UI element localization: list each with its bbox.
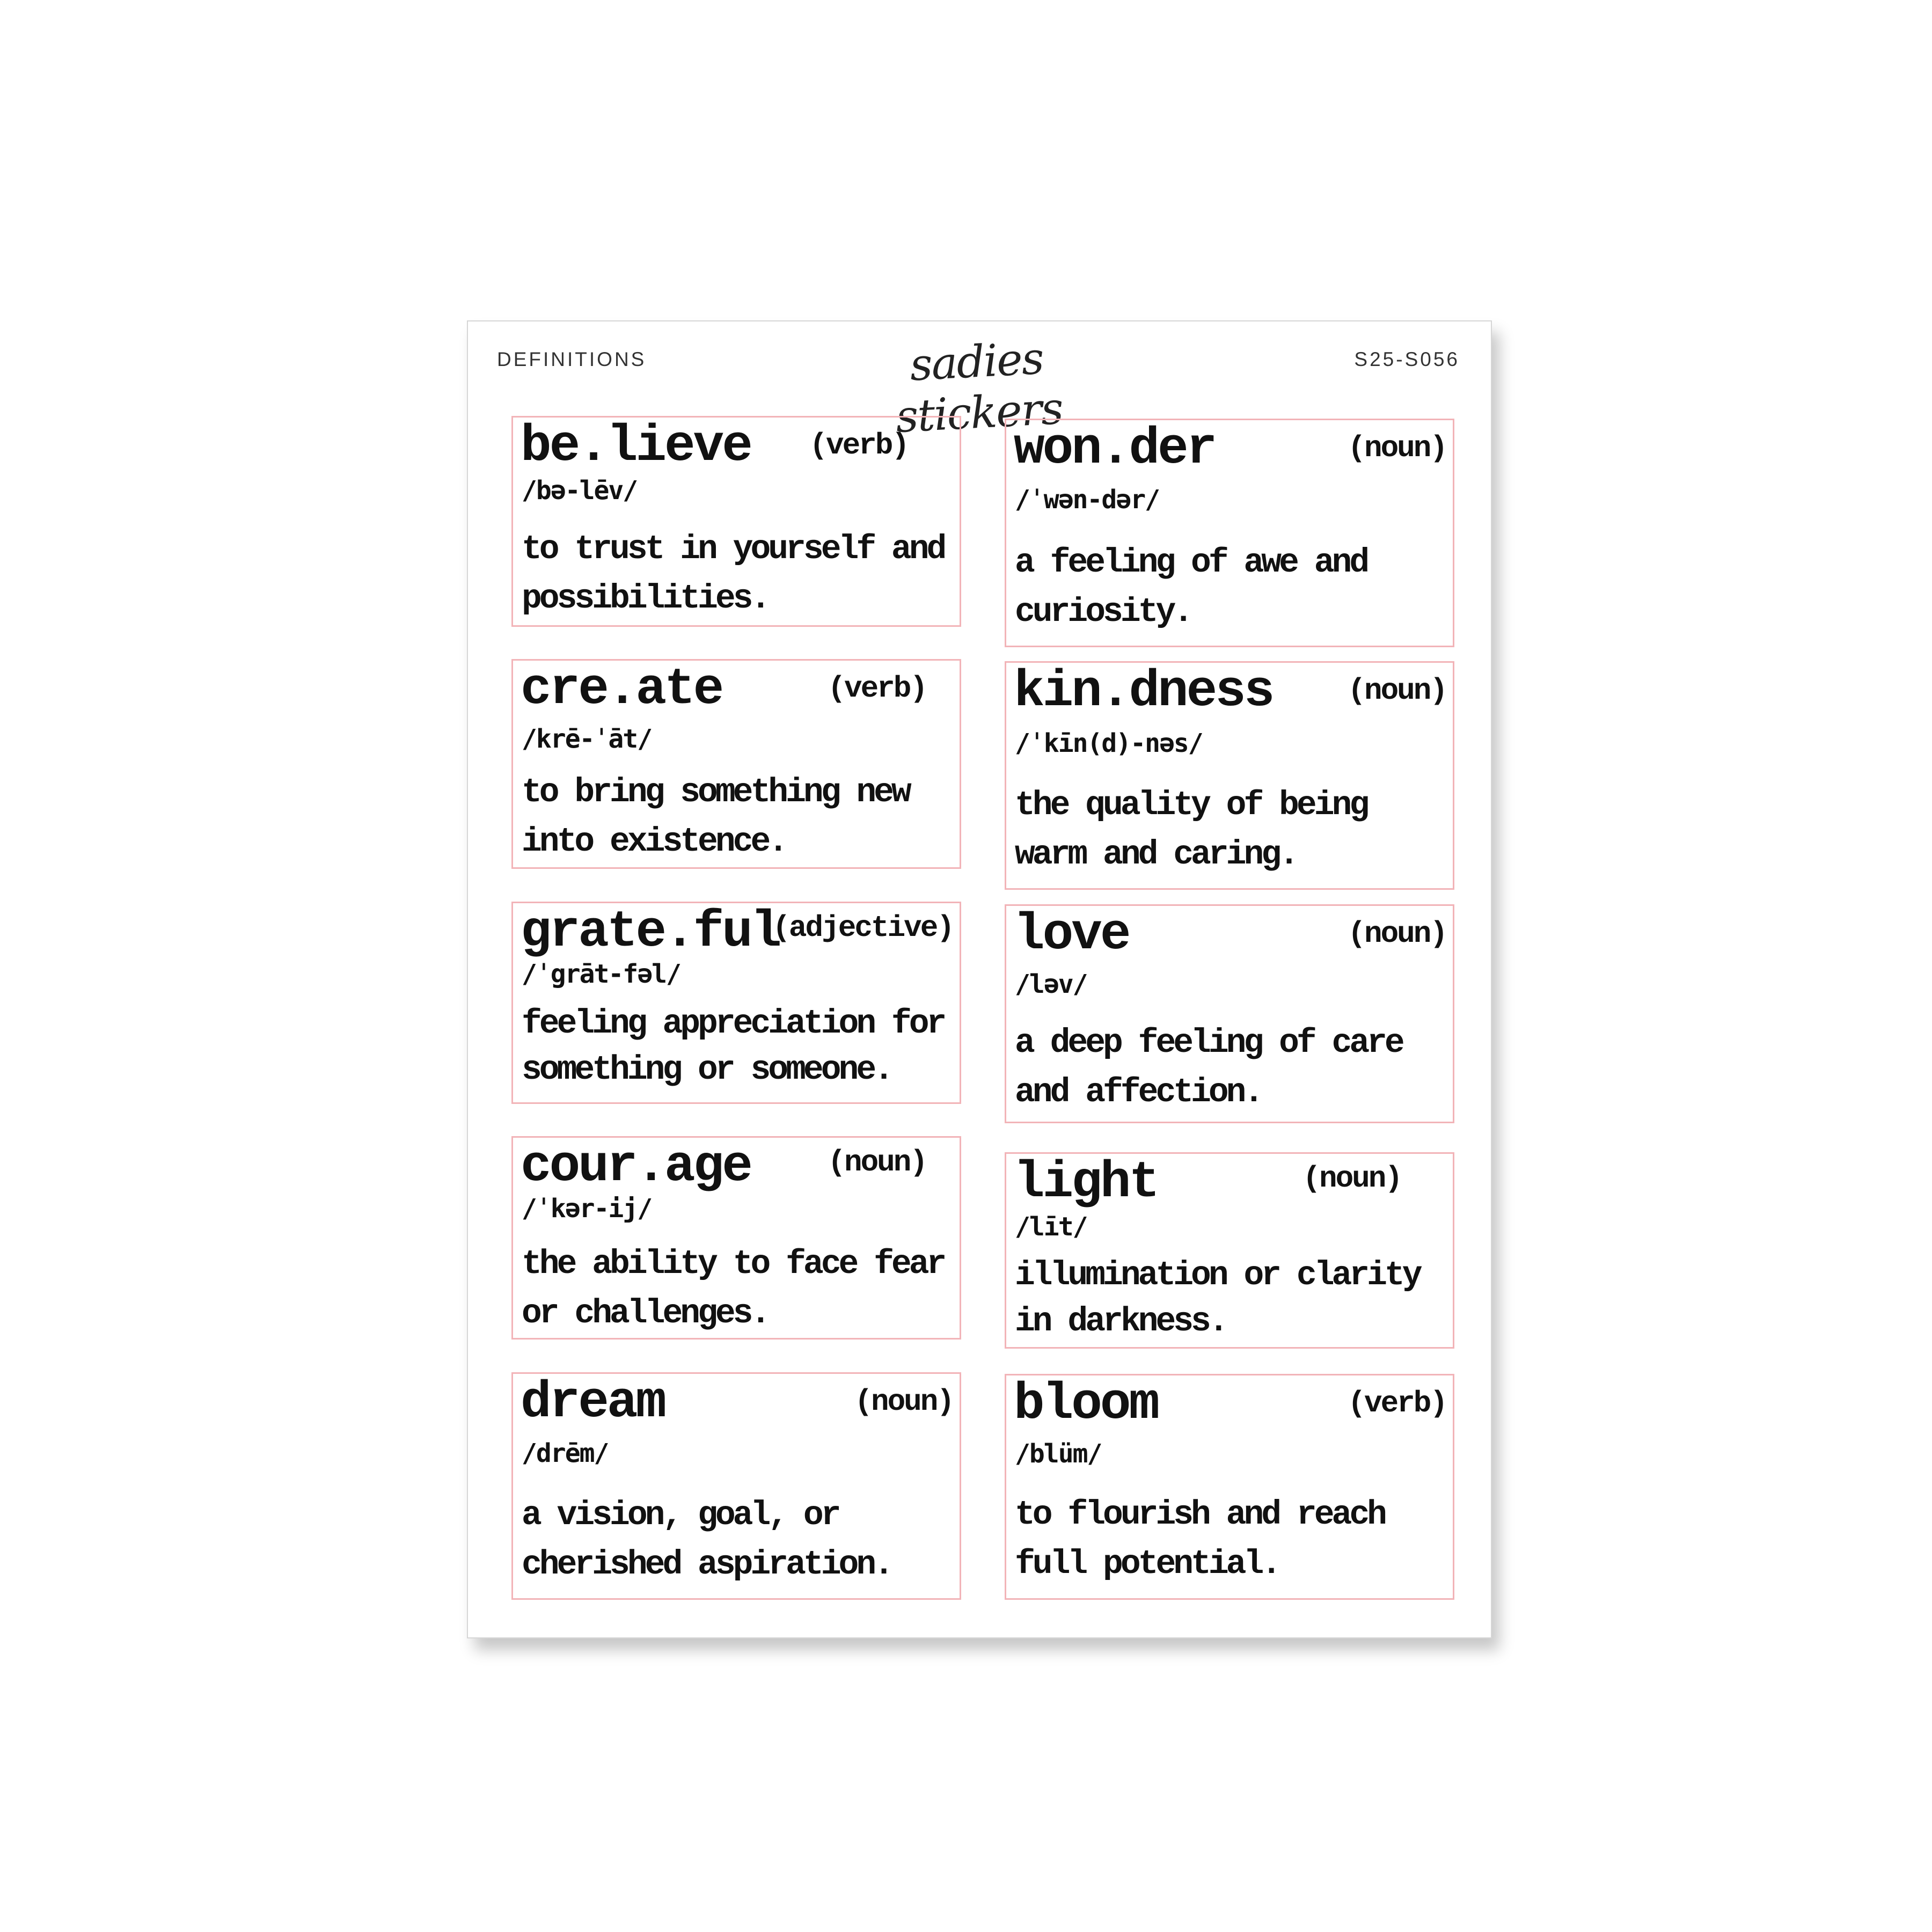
card-word: won.der <box>1014 420 1216 478</box>
card-part-of-speech: (verb) <box>809 428 908 463</box>
card-definition <box>1015 781 1448 880</box>
definition-line: the ability to face fear <box>522 1245 945 1283</box>
definition-line: to bring something new <box>522 773 909 811</box>
card-part-of-speech: (adjective) <box>772 911 953 945</box>
card-part-of-speech: (noun) <box>854 1385 953 1419</box>
definition-card <box>1005 904 1454 1123</box>
definition-line: curiosity. <box>1015 593 1191 631</box>
card-definition <box>1015 1019 1448 1117</box>
sheet-title: DEFINITIONS <box>497 348 647 370</box>
definition-line: a feeling of awe and <box>1015 544 1367 582</box>
definition-line: something or someone. <box>522 1051 891 1089</box>
card-word: dream <box>521 1373 665 1432</box>
definition-line: the quality of being <box>1015 786 1367 824</box>
definition-line: a vision, goal, or <box>522 1496 839 1534</box>
definition-card <box>511 1372 961 1600</box>
card-part-of-speech: (noun) <box>1348 431 1446 465</box>
card-definition <box>522 1240 955 1338</box>
card-word: grate.ful <box>521 903 780 961</box>
definition-line: cherished aspiration. <box>522 1546 891 1584</box>
definition-card <box>511 902 961 1104</box>
card-pronunciation: /drēm/ <box>522 1438 609 1468</box>
definition-line: full potential. <box>1015 1545 1279 1583</box>
definition-line: warm and caring. <box>1015 836 1297 874</box>
definition-card <box>511 1136 961 1340</box>
definition-line: feeling appreciation for <box>522 1005 945 1043</box>
card-definition <box>522 1001 955 1093</box>
card-pronunciation: /ˈkīn(d)-nəs/ <box>1015 728 1203 758</box>
card-word: light <box>1014 1153 1158 1212</box>
card-pronunciation: /bə-lēv/ <box>522 475 638 506</box>
card-part-of-speech: (noun) <box>1302 1161 1401 1196</box>
card-part-of-speech: (noun) <box>1348 917 1446 951</box>
card-word: bloom <box>1014 1375 1158 1433</box>
card-pronunciation: /ˈwən-dər/ <box>1015 485 1159 515</box>
card-part-of-speech: (verb) <box>828 671 926 706</box>
definition-line: to flourish and reach <box>1015 1496 1385 1534</box>
definition-card <box>1005 1152 1454 1349</box>
card-definition <box>1015 538 1448 637</box>
definition-line: to trust in yourself and <box>522 530 945 568</box>
card-definition <box>1015 1490 1448 1589</box>
definition-line: into existence. <box>522 823 786 861</box>
definition-line: in darkness. <box>1015 1302 1226 1341</box>
card-definition <box>522 768 955 867</box>
card-pronunciation: /krē-ˈāt/ <box>522 724 652 754</box>
card-pronunciation: /ˈgrāt-fəl/ <box>522 959 680 989</box>
definition-line: possibilities. <box>522 580 769 618</box>
card-pronunciation: /ləv/ <box>1015 969 1087 999</box>
card-part-of-speech: (noun) <box>1348 674 1446 708</box>
card-part-of-speech: (verb) <box>1348 1386 1446 1421</box>
definition-line: illumination or clarity <box>1015 1256 1420 1294</box>
card-definition <box>1015 1253 1448 1345</box>
definition-line: and affection. <box>1015 1073 1262 1111</box>
card-part-of-speech: (noun) <box>828 1145 926 1180</box>
definition-card <box>1005 661 1454 890</box>
card-definition <box>522 1491 955 1590</box>
card-word: cour.age <box>521 1137 751 1196</box>
definition-card <box>1005 1374 1454 1600</box>
definition-line: or challenges. <box>522 1294 769 1333</box>
card-word: love <box>1014 905 1129 964</box>
card-pronunciation: /ˈkər-ij/ <box>522 1194 652 1224</box>
sheet-code: S25-S056 <box>1354 348 1460 370</box>
brand-logo: sadies stickers <box>894 333 1064 443</box>
card-word: kin.dness <box>1014 662 1273 721</box>
card-pronunciation: /līt/ <box>1015 1212 1087 1242</box>
definition-card <box>1005 419 1454 647</box>
card-word: cre.ate <box>521 660 722 719</box>
definition-line: a deep feeling of care <box>1015 1024 1402 1062</box>
definition-card <box>511 659 961 869</box>
card-word: be.lieve <box>521 417 751 475</box>
card-pronunciation: /blüm/ <box>1015 1439 1102 1469</box>
definition-card <box>511 416 961 627</box>
card-definition <box>522 525 955 624</box>
